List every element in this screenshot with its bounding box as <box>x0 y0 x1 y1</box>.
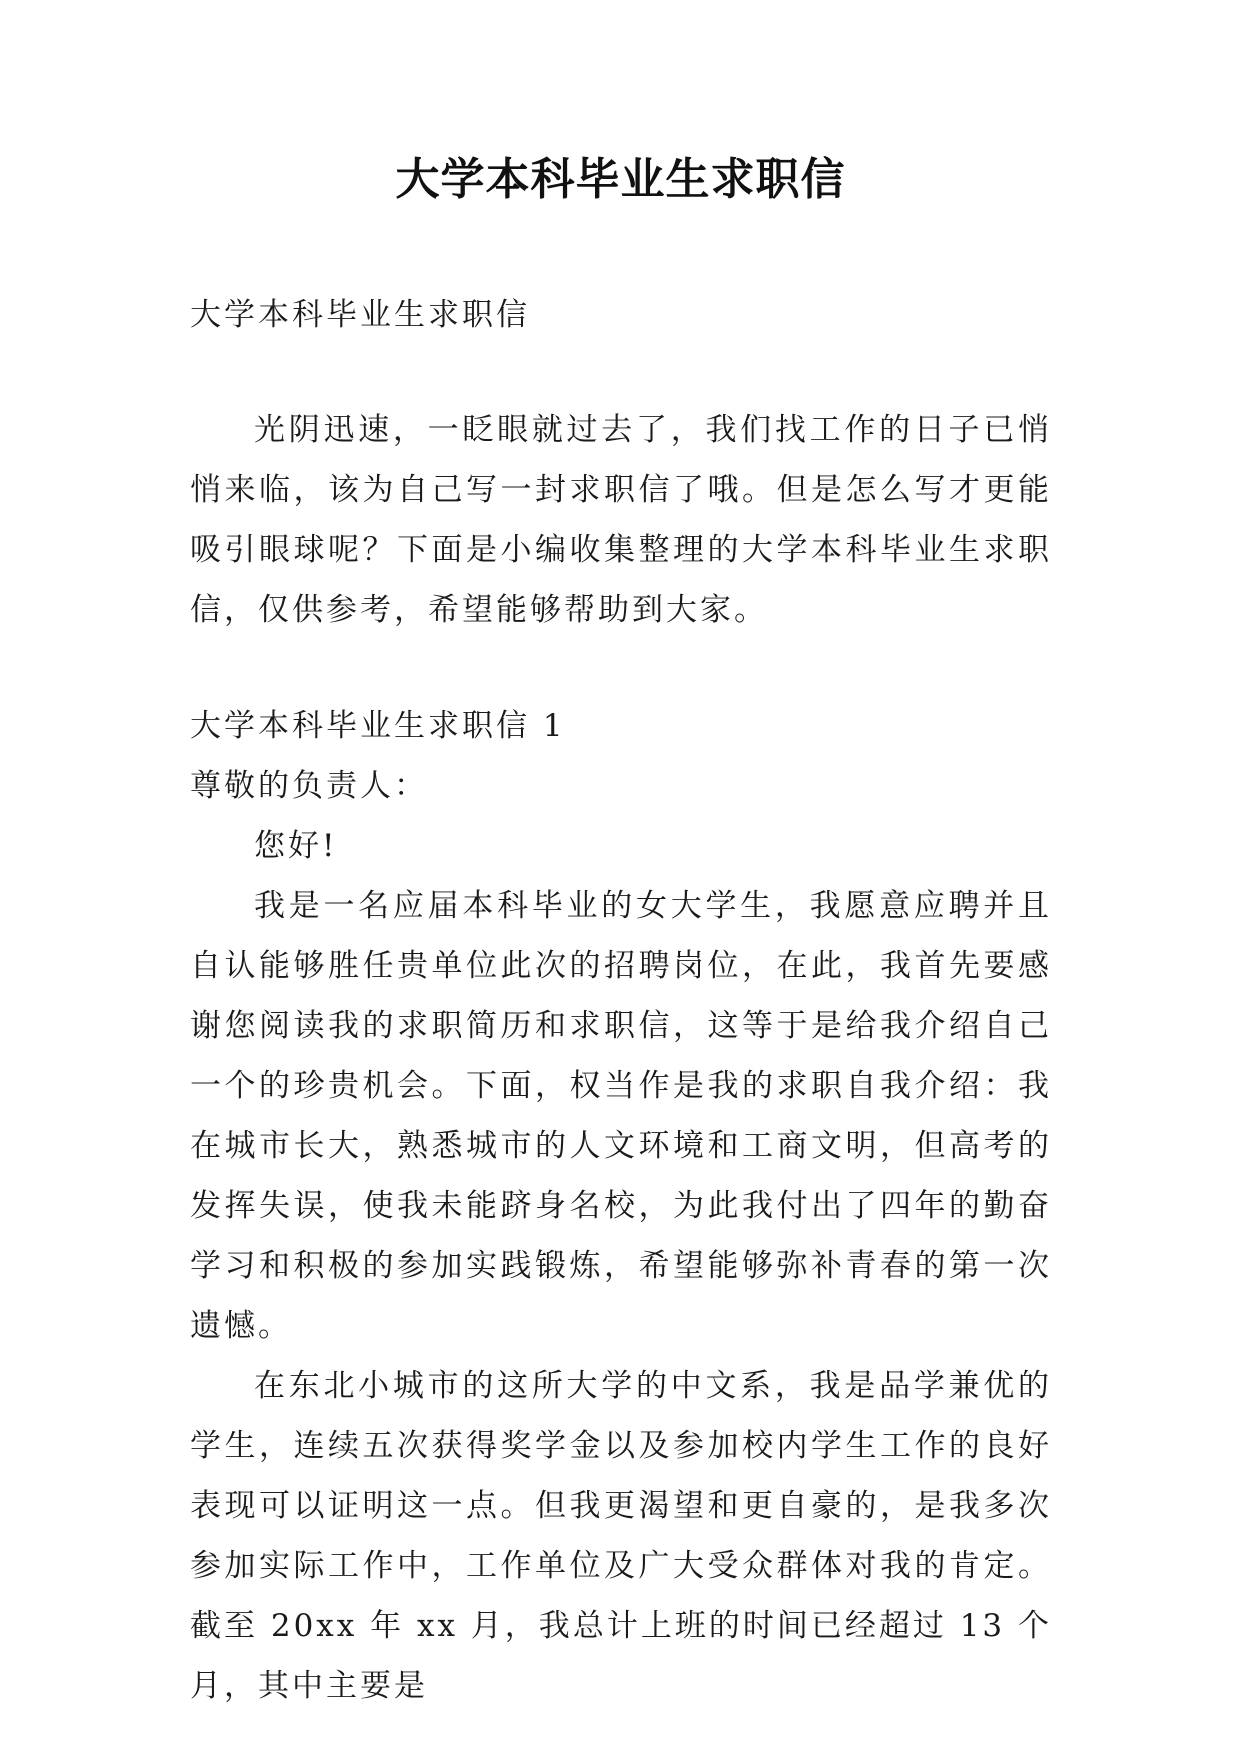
letter-paragraph-2: 在东北小城市的这所大学的中文系，我是品学兼优的学生，连续五次获得奖学金以及参加校内学生工作的良好表现可以证明这一点。但我更渴望和更自豪的，是我多次参加实际工作中，工作单位及广大受众群体对我的肯定。截至 20xx 年 xx 月，我总计上班的时间已经超过 13 个月，其中主要是 <box>190 1368 1052 1704</box>
letter-section <box>190 696 1052 1716</box>
intro-section <box>190 400 1052 640</box>
intro-paragraph: 光阴迅速，一眨眼就过去了，我们找工作的日子已悄悄来临，该为自己写一封求职信了哦。但是怎么写才更能吸引眼球呢？下面是小编收集整理的大学本科毕业生求职信，仅供参考，希望能够帮助到大家。 <box>190 412 1052 628</box>
document-subtitle <box>190 285 1052 345</box>
document-title: 大学本科毕业生求职信 <box>395 154 846 205</box>
letter-paragraph-1: 我是一名应届本科毕业的女大学生，我愿意应聘并且自认能够胜任贵单位此次的招聘岗位，在此，我首先要感谢您阅读我的求职简历和求职信，这等于是给我介绍自己一个的珍贵机会。下面，权当作是我的求职自我介绍：我在城市长大，熟悉城市的人文环境和工商文明，但高考的发挥失误，使我未能跻身名校，为此我付出了四年的勤奋学习和积极的参加实践锻炼，希望能够弥补青春的第一次遗憾。 <box>190 888 1052 1344</box>
letter-heading: 大学本科毕业生求职信 1 <box>190 708 566 744</box>
subtitle-text: 大学本科毕业生求职信 <box>190 297 530 333</box>
letter-greeting: 您好! <box>254 828 338 864</box>
letter-salutation: 尊敬的负责人： <box>190 768 428 804</box>
